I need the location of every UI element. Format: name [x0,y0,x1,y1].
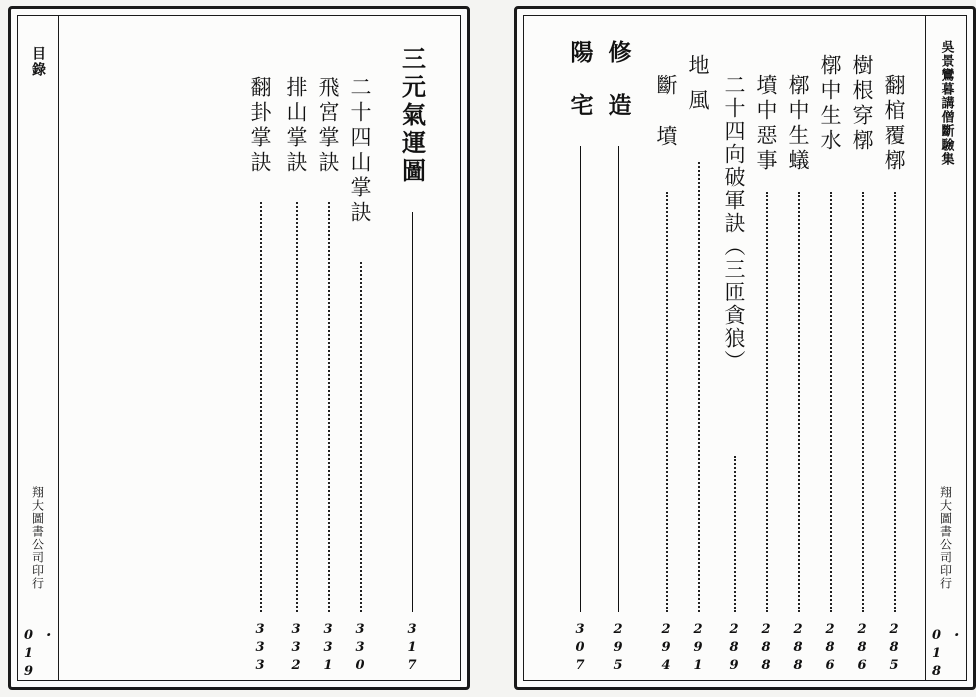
toc-entry-page: 294 [658,622,674,676]
toc-entry-page: 330 [352,622,368,676]
right-page [514,6,976,690]
leader-line [734,456,736,612]
left-page [8,6,470,690]
toc-entry[interactable] [344,16,376,680]
margin-title: 目錄 [30,46,46,78]
toc-entry[interactable] [564,16,596,680]
toc-entry-page: 288 [790,622,806,676]
toc-entry-title: 斷墳 [654,74,678,176]
toc-entry-title: 陽宅 [566,40,594,146]
toc-entry[interactable] [718,16,750,680]
toc-entry-page: 286 [822,622,838,676]
toc-entry[interactable] [312,16,344,680]
toc-entry[interactable] [878,16,910,680]
toc-entry-title: 墳中惡事 [754,74,778,174]
leader-line [666,192,668,612]
toc-entry-title: 飛宮掌訣 [316,76,340,176]
toc-entry-page: 291 [690,622,706,676]
toc-entry-page: 285 [886,622,902,676]
toc-entry-title: 翻卦掌訣 [248,76,272,176]
publisher-imprint: 翔大圖書公司印行 [30,486,45,590]
book-title: 吳景鸞暮講僧斷驗集 [938,40,954,166]
toc-entry-title: 排山掌訣 [284,76,308,176]
toc-entry[interactable] [244,16,276,680]
folio-number: ・019 [21,628,53,682]
toc-entry-page: 289 [726,622,742,676]
leader-line [360,262,362,612]
toc-entry-title: 三元氣運圖 [397,46,427,186]
left-margin-column [18,16,59,680]
leader-line [766,192,768,612]
toc-entry-page: 286 [854,622,870,676]
toc-entry-page: 317 [404,622,420,676]
leader-line [798,192,800,612]
toc-entry-title: 翻棺覆槨 [882,74,906,174]
leader-line [698,162,700,612]
toc-entry[interactable] [814,16,846,680]
toc-entry-title: 二十四山掌訣 [348,76,372,226]
toc-entry-page: 331 [320,622,336,676]
toc-entry-title: 二十四向破軍訣（三匝貪狼） [722,74,746,373]
leader-line [412,212,413,612]
leader-line [328,202,330,612]
toc-entry-page: 333 [252,622,268,676]
leader-line [580,146,581,612]
toc-entry-page: 332 [288,622,304,676]
toc-entry-page: 288 [758,622,774,676]
leader-line [830,192,832,612]
toc-entry-title: 修造 [604,40,632,146]
toc-entry[interactable] [280,16,312,680]
leader-line [894,192,896,612]
toc-entry[interactable] [682,16,714,680]
folio-number: ・018 [929,628,961,682]
toc-entry-page: 307 [572,622,588,676]
toc-entry-title: 槨中生水 [818,54,842,154]
leader-line [618,146,619,612]
toc-entry[interactable] [782,16,814,680]
toc-entry[interactable] [750,16,782,680]
toc-entry[interactable] [650,16,682,680]
right-page-frame [523,15,967,681]
toc-entry[interactable] [846,16,878,680]
leader-line [296,202,298,612]
toc-entry[interactable] [396,16,428,680]
leader-line [862,192,864,612]
right-margin-column [925,16,966,680]
toc-entry-title: 地風 [686,54,710,124]
toc-entry-page: 295 [610,622,626,676]
toc-entry-title: 槨中生蟻 [786,74,810,174]
leader-line [260,202,262,612]
toc-entry[interactable] [602,16,634,680]
toc-entry-title: 樹根穿槨 [850,54,874,154]
publisher-imprint: 翔大圖書公司印行 [938,486,953,590]
left-page-frame [17,15,461,681]
